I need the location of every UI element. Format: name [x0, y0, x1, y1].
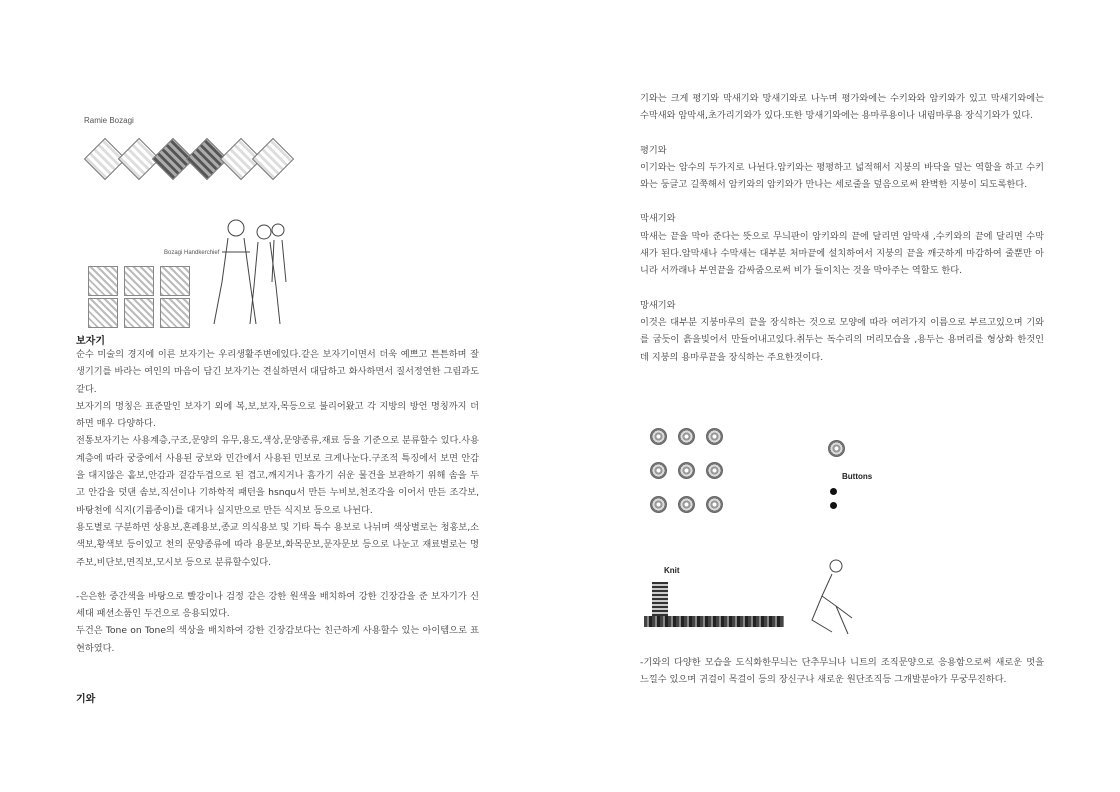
figure-caption: Ramie Bozagi: [84, 116, 134, 125]
tile-button-icon: [828, 440, 845, 457]
tile-button-icon: [678, 462, 695, 479]
tile-button-icon: [650, 496, 667, 513]
ramie-bozagi-figure: [78, 110, 292, 198]
tile-button-icon: [650, 462, 667, 479]
closing-paragraph: [640, 654, 1044, 689]
tile-button-icon: [706, 428, 723, 445]
figure-caption: Knit: [664, 566, 680, 575]
figure-caption: Buttons: [842, 472, 873, 481]
giwa-body: [640, 90, 1044, 366]
bozagi-swatch: [160, 298, 190, 328]
seated-figure-sketch: [792, 556, 862, 640]
intro-paragraph: 기와는 크게 평기와 막새기와 망새기와로 나누며 평가와에는 수키와와 암키와가 있고 막새기와에는 수막새와 암막새,초가리기와가 있다.또한 망새기와에는 용마루용이나 내림마루용 장식기와가 있다.: [640, 93, 1044, 122]
figure-caption: Bozagi Handkerchief: [164, 250, 220, 256]
paragraph: 순수 미술의 경지에 이른 보자기는 우리생활주변에있다.같은 보자기이면서 더욱 예쁘고 튼튼하며 잘생기기를 바라는 여인의 마음이 담긴 보자기는 견실하면서 대담하고 화사하면서 질서정연한 그림과도 같다.: [76, 349, 479, 395]
bozagi-swatch: [88, 298, 118, 328]
section-heading-giwa: 기와: [76, 694, 96, 705]
section-heading-bozagi: 보자기: [76, 336, 105, 347]
bozagi-swatch: [124, 266, 154, 296]
paragraph: 용도별로 구분하면 상용보,혼례용보,종교 의식용보 및 기타 특수 용보로 나뉘며 색상별로는 청홍보,소색보,황색보 등이있고 천의 문양종류에 따라 용문보,화목문보,문자문보 등으로 나눈고 재료별로는 명주보,비단보,면직보,모시보 등으로 분류할수있다.: [76, 521, 479, 568]
bozagi-tile: [252, 138, 294, 180]
paragraph: 이기와는 암수의 두가지로 나뉜다.암키와는 평평하고 넓적해서 지붕의 바닥을 덮는 역할을 하고 수키와는 둥글고 길쭉해서 암키와의 암키와가 만나는 세로줄을 덮음으로써 완벽한 지붕이 되도록한다.: [640, 161, 1044, 191]
buttons-figure: [642, 422, 878, 526]
section-title: 망새기와: [640, 299, 676, 311]
closing-note: -기와의 다양한 모습을 도식화한무늬는 단추무늬나 니트의 조직문양으로 응용함으로써 새로운 멋을 느낄수 있으며 귀걸이 목걸이 등의 장신구나 새로운 원단조직등 그개발분야가 무궁무진하다.: [640, 657, 1044, 686]
black-button-dot: [830, 488, 837, 495]
paragraph: 막새는 끝을 막아 준다는 뜻으로 무늬판이 암키와의 끝에 달리면 암막새 ,수키와의 끝에 달리면 수막새가 된다.암막새나 수막새는 대부분 처마끝에 설치하여서 지붕의 끝을 깨긋하게 마감하여 줄뿐만 아니라 서까래나 부연끝을 감싸줌으로써 비가 들이치는 것을 막아주는 역할도 한다.: [640, 230, 1044, 277]
bozagi-handkerchief-figure: [86, 212, 292, 328]
bozagi-body: [76, 346, 479, 657]
paragraph: 이것은 대부분 지붕마루의 끝을 장식하는 것으로 모양에 따라 여러가지 이름으로 부르고있으며 기와를 굽듯이 흙을빚어서 만들어내고있다.취두는 독수리의 머리모습을 ,용두는 용머리를 형상화 한것인데 지붕의 용마루끝을 장식하는 주요한것이다.: [640, 316, 1044, 363]
note: 두건은 Tone on Tone의 색상을 배치하여 강한 긴장감보다는 친근하게 사용할수 있는 아이템으로 표현하였다.: [76, 625, 479, 654]
section-title: 막새기와: [640, 213, 676, 225]
black-button-dot: [830, 502, 837, 509]
tile-button-icon: [650, 428, 667, 445]
bozagi-swatch: [124, 298, 154, 328]
tile-button-icon: [678, 496, 695, 513]
section-title: 평기와: [640, 144, 667, 156]
tile-button-icon: [706, 462, 723, 479]
note: -은은한 중간색을 바탕으로 빨강이나 검정 같은 강한 원색을 배치하여 강한 긴장감을 준 보자기가 신세대 패션소품인 두건으로 응용되었다.: [76, 590, 479, 620]
tile-button-icon: [678, 428, 695, 445]
bozagi-swatch: [88, 266, 118, 296]
right-page: [560, 0, 1120, 792]
knit-figure: [642, 556, 862, 640]
paragraph: 전통보자기는 사용계층,구조,문양의 유무,용도,색상,문양종류,재료 등을 기준으로 분류할수 있다.사용계층에 따라 궁중에서 사용된 궁보와 민간에서 사용된 민보로 크게나눈다.구조적 특징에서 보면 안감을 대지않은 홑보,안감과 겉감두겹으로 된 겹고,깨지거나 흠가기 쉬운 물건을 보관하기 위해 솜을 두고 안감을 덧댄 솜보,직선이나 기하학적 패턴을 hsnqu서 만든 누비보,천조각을 이어서 만든 조각보,바탕천에 식지(기름종이)를 대거나 실지만으로 만든 식지보 등으로 나뉜다.: [76, 435, 479, 516]
paragraph: 보자기의 명칭은 표준말인 보자기 외에 복,보,보자,목등으로 불리어왔고 각 지방의 방언 명칭까지 더하면 매우 다양하다.: [76, 400, 479, 430]
knit-texture-block: [652, 582, 668, 616]
tile-button-icon: [706, 496, 723, 513]
bozagi-swatch: [160, 266, 190, 296]
knit-pattern-strip: [644, 616, 784, 627]
